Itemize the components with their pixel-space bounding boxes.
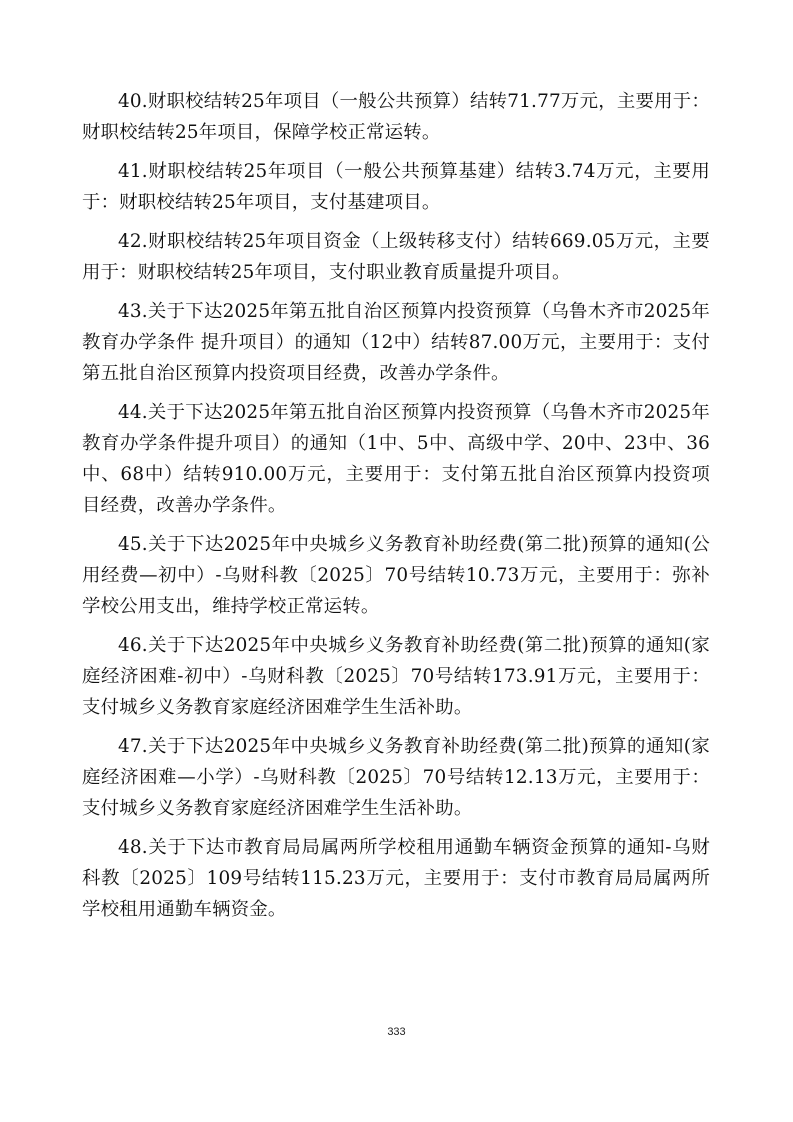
paragraph-item-43: 43.关于下达2025年第五批自治区预算内投资预算（乌鲁木齐市2025年教育办学条件 提升项目）的通知（12中）结转87.00万元，主要用于：支付第五批自治区预算内投资项目经费，改善办学条件。: [82, 301, 710, 384]
page-number: 333: [387, 1026, 406, 1038]
paragraph-item-40: 40.财职校结转25年项目（一般公共预算）结转71.77万元，主要用于：财职校结转25年项目，保障学校正常运转。: [82, 91, 710, 143]
paragraph-item-46: 46.关于下达2025年中央城乡义务教育补助经费(第二批)预算的通知(家庭经济困难-初中）-乌财科教〔2025〕70号结转173.91万元，主要用于：支付城乡义务教育家庭经济困难学生生活补助。: [82, 635, 710, 718]
document-body: [82, 86, 710, 933]
paragraph-item-42: 42.财职校结转25年项目资金（上级转移支付）结转669.05万元，主要用于：财职校结转25年项目，支付职业教育质量提升项目。: [82, 231, 710, 283]
paragraph-item-41: 41.财职校结转25年项目（一般公共预算基建）结转3.74万元，主要用于：财职校结转25年项目，支付基建项目。: [82, 161, 710, 213]
paragraph-item-48: 48.关于下达市教育局局属两所学校租用通勤车辆资金预算的通知-乌财科教〔2025〕109号结转115.23万元，主要用于：支付市教育局局属两所学校租用通勤车辆资金。: [82, 837, 710, 920]
paragraph-item-47: 47.关于下达2025年中央城乡义务教育补助经费(第二批)预算的通知(家庭经济困难—小学）-乌财科教〔2025〕70号结转12.13万元，主要用于：支付城乡义务教育家庭经济困难学生生活补助。: [82, 736, 710, 819]
paragraph-item-45: 45.关于下达2025年中央城乡义务教育补助经费(第二批)预算的通知(公用经费—初中）-乌财科教〔2025〕70号结转10.73万元，主要用于：弥补学校公用支出，维持学校正常运转。: [82, 534, 710, 617]
paragraph-item-44: 44.关于下达2025年第五批自治区预算内投资预算（乌鲁木齐市2025年教育办学条件提升项目）的通知（1中、5中、高级中学、20中、23中、36中、68中）结转910.00万元，主要用于：支付第五批自治区预算内投资项目经费，改善办学条件。: [82, 402, 710, 516]
